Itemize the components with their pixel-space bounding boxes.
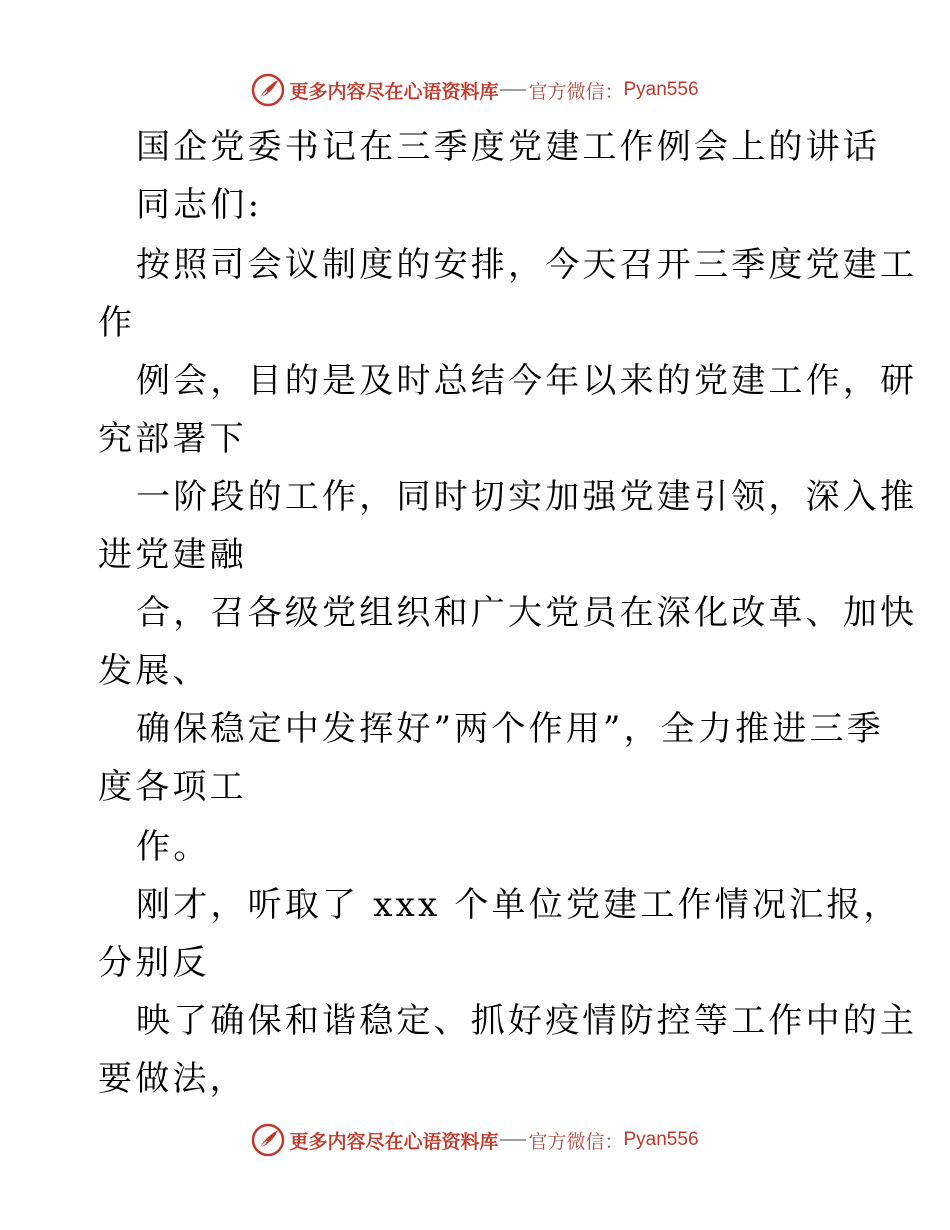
paragraph-line: 发展、 bbox=[98, 651, 210, 691]
paragraph-line: 作。 bbox=[136, 827, 211, 867]
paragraph-line: 进党建融 bbox=[98, 535, 247, 575]
watermark-dash bbox=[500, 1139, 526, 1141]
paragraph-line: 究部署下 bbox=[98, 419, 247, 459]
watermark-handle: Pyan556 bbox=[623, 79, 699, 100]
paragraph-line: 例会，目的是及时总结今年以来的党建工作，研 bbox=[136, 361, 918, 401]
paragraph-line: 度各项工 bbox=[98, 767, 247, 807]
paragraph-line: 作 bbox=[98, 303, 136, 343]
paragraph-line: 刚才，听取了 xxx 个单位党建工作情况汇报， bbox=[136, 885, 901, 925]
quill-pen-icon bbox=[251, 73, 285, 107]
quill-pen-icon bbox=[251, 1123, 285, 1157]
paragraph-line: 合，召各级党组织和广大党员在深化改革、加快 bbox=[136, 593, 918, 633]
watermark-promo-text: 更多内容尽在心语资料库 bbox=[289, 80, 499, 103]
document-title: 国企党委书记在三季度党建工作例会上的讲话 bbox=[136, 127, 880, 167]
paragraph-line: 分别反 bbox=[98, 943, 210, 983]
paragraph-line: 一阶段的工作，同时切实加强党建引领，深入推 bbox=[136, 477, 918, 517]
watermark-dash bbox=[500, 89, 526, 91]
watermark-official-label: 官方微信： bbox=[528, 1130, 624, 1153]
watermark-promo-text: 更多内容尽在心语资料库 bbox=[289, 1130, 499, 1153]
paragraph-line: 同志们: bbox=[136, 185, 263, 225]
watermark-official-label: 官方微信： bbox=[528, 80, 624, 103]
paragraph-line: 要做法， bbox=[98, 1059, 247, 1099]
paragraph-line: 映了确保和谐稳定、抓好疫情防控等工作中的主 bbox=[136, 1001, 918, 1041]
watermark-handle: Pyan556 bbox=[623, 1129, 699, 1150]
paragraph-line: 确保稳定中发挥好”两个作用”，全力推进三季 bbox=[136, 709, 884, 749]
paragraph-line: 按照司会议制度的安排，今天召开三季度党建工 bbox=[136, 245, 918, 285]
header-watermark bbox=[0, 70, 950, 110]
footer-watermark bbox=[0, 1120, 950, 1160]
